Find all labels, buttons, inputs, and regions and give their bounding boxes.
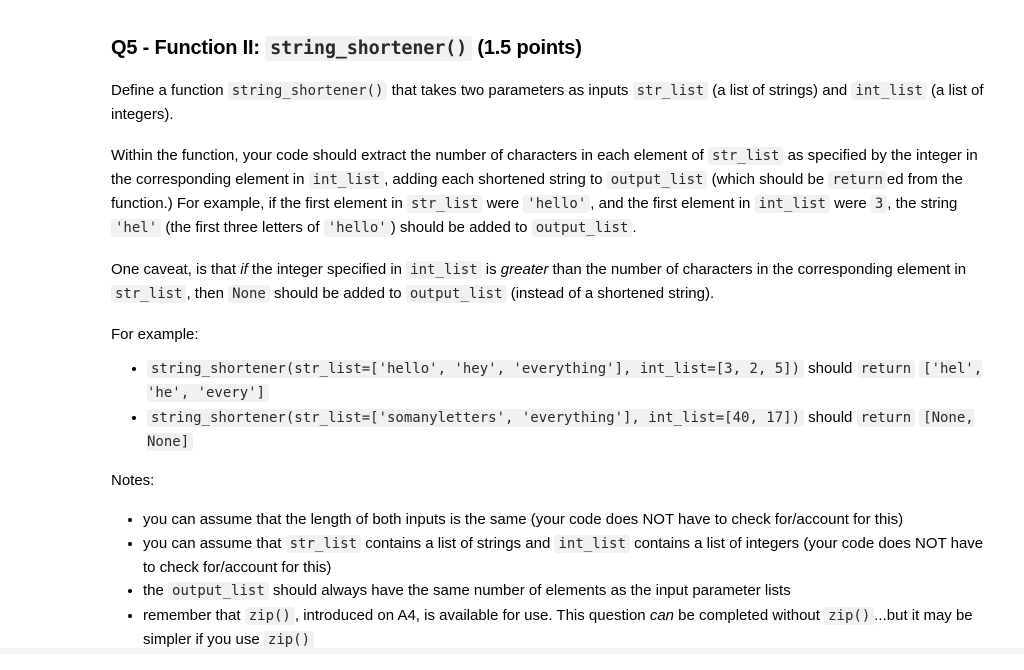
inline-code: output_list bbox=[168, 582, 269, 600]
heading-prefix: Q5 - Function II: bbox=[111, 37, 266, 59]
text: (a list of strings) and bbox=[708, 82, 852, 99]
example-result-code: ['hel', 'he', 'every'] bbox=[147, 360, 983, 402]
note-item bbox=[143, 532, 991, 580]
example-item bbox=[147, 357, 991, 406]
inline-code: int_list bbox=[406, 261, 481, 279]
note-item bbox=[143, 579, 991, 603]
inline-code: 3 bbox=[871, 195, 887, 213]
inline-code: str_list bbox=[407, 195, 482, 213]
inline-code: zip() bbox=[264, 631, 314, 649]
text: ) should be added to bbox=[390, 219, 532, 237]
inline-code: 'hello' bbox=[324, 219, 391, 237]
inline-code: int_list bbox=[554, 535, 629, 553]
caveat-paragraph bbox=[111, 258, 991, 307]
text: contains a list of strings and bbox=[361, 534, 555, 552]
inline-code: str_list bbox=[286, 535, 361, 553]
question-content bbox=[111, 34, 991, 670]
heading-code: string_shortener() bbox=[265, 36, 472, 61]
text: you can assume that bbox=[143, 534, 286, 552]
text: ed from the function.) For example, if the first element in bbox=[111, 170, 963, 213]
example-call-code: string_shortener(str_list=['hello', 'hey', 'everything'], int_list=[3, 2, 5]) bbox=[147, 360, 804, 378]
inline-code: None bbox=[228, 285, 270, 303]
text: than the number of characters in the corresponding element in bbox=[548, 260, 967, 278]
text: (the first three letters of bbox=[161, 219, 324, 237]
example-label: For example: bbox=[111, 326, 199, 344]
inline-code: str_list bbox=[633, 82, 708, 100]
example-result-code: [None, None] bbox=[147, 409, 974, 451]
inline-code: return bbox=[828, 171, 887, 189]
inline-code: output_list bbox=[532, 219, 633, 237]
emphasis: greater bbox=[500, 260, 549, 278]
text: is bbox=[481, 260, 501, 278]
example-call-code: string_shortener(str_list=['somanyletters', 'everything'], int_list=[40, 17]) bbox=[147, 409, 804, 427]
text: were bbox=[482, 195, 524, 213]
note-item bbox=[143, 508, 991, 531]
inline-code: int_list bbox=[755, 195, 830, 213]
text: (which should be bbox=[707, 170, 829, 188]
text: (a list of integers). bbox=[111, 82, 984, 124]
example-list bbox=[111, 357, 991, 455]
text: (instead of a shortened string). bbox=[506, 285, 715, 303]
text: should be added to bbox=[269, 285, 406, 303]
inline-code: str_list bbox=[708, 147, 783, 165]
text: Within the function, your code should extract the number of characters in each element of bbox=[111, 146, 708, 164]
inline-code: return bbox=[857, 360, 916, 378]
text: should bbox=[804, 359, 857, 377]
text: should always have the same number of elements as the input parameter lists bbox=[268, 582, 791, 600]
intro-paragraph bbox=[111, 79, 991, 127]
inline-code: 'hel' bbox=[111, 219, 161, 237]
inline-code: output_list bbox=[406, 285, 507, 303]
text: One caveat, is that bbox=[111, 260, 241, 278]
inline-code: int_list bbox=[309, 171, 384, 189]
inline-code: int_list bbox=[851, 82, 926, 100]
text: should bbox=[804, 408, 857, 426]
inline-code: output_list bbox=[607, 171, 708, 189]
notes-label: Notes: bbox=[111, 472, 155, 490]
text: the bbox=[143, 582, 169, 600]
text: , adding each shortened string to bbox=[384, 170, 607, 188]
inline-code: str_list bbox=[111, 285, 186, 303]
text: be completed without bbox=[674, 606, 825, 624]
text: , and the first element in bbox=[590, 195, 755, 213]
text: . bbox=[632, 219, 637, 237]
inline-code: string_shortener() bbox=[228, 82, 388, 100]
text: were bbox=[829, 195, 871, 213]
text: you can assume that the length of both inputs is the same (your code does NOT have to check for/account for this) bbox=[143, 511, 904, 529]
text: remember that bbox=[143, 606, 245, 624]
question-heading bbox=[111, 34, 991, 63]
text: , the string bbox=[887, 195, 958, 213]
text: that takes two parameters as inputs bbox=[387, 82, 633, 99]
text: the integer specified in bbox=[247, 260, 407, 278]
bottom-edge bbox=[0, 648, 1024, 654]
description-paragraph bbox=[111, 144, 991, 241]
notes-list bbox=[111, 508, 991, 652]
text: as specified by the integer in the corresponding element in bbox=[111, 146, 978, 188]
heading-suffix: (1.5 points) bbox=[472, 37, 582, 59]
text: contains a list of integers (your code does NOT have to check for/account for this) bbox=[143, 534, 984, 576]
inline-code: 'hello' bbox=[523, 195, 590, 213]
text: , introduced on A4, is available for use. This question bbox=[294, 606, 650, 624]
emphasis: if bbox=[240, 260, 248, 278]
note-item bbox=[143, 604, 991, 653]
text: Define a function bbox=[111, 82, 228, 99]
inline-code: zip() bbox=[245, 607, 295, 625]
emphasis: can bbox=[649, 606, 675, 624]
text: ...but it may be simpler if you use bbox=[143, 606, 973, 648]
example-item bbox=[147, 406, 991, 455]
inline-code: return bbox=[857, 409, 916, 427]
inline-code: zip() bbox=[824, 607, 874, 625]
text: , then bbox=[186, 285, 229, 303]
